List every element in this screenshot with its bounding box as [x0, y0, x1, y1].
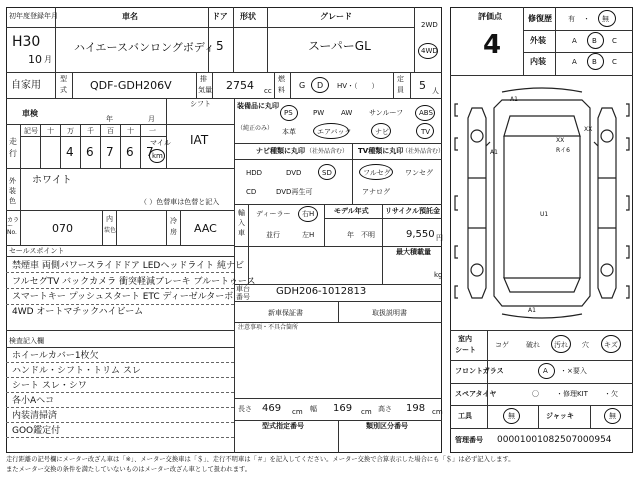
model-code: QDF-GDH206V: [90, 79, 172, 92]
max-load-kg: kg: [434, 271, 443, 279]
diagram-mark-1: A1: [510, 96, 518, 103]
grade-label: グレード: [320, 12, 352, 21]
class-number-label: 類別区分番号: [366, 422, 408, 430]
repair-label: 修復歴: [528, 14, 552, 23]
model-year-label: モデル年式: [334, 207, 369, 215]
doors: 5: [216, 39, 224, 53]
mileage-digit-2: 6: [86, 145, 94, 159]
navi-hdd: HDD: [246, 169, 263, 177]
management-label: 管理番号: [455, 436, 483, 444]
jack-none: 無: [609, 412, 616, 420]
width-cm: cm: [361, 408, 372, 416]
repair-no: 無: [602, 15, 609, 23]
recycle-label: リサイクル預託金: [385, 207, 441, 215]
sales-point-line-2: フルセグTV バックカメラ 衝突軽減ブレーキ ブルートゥース: [12, 277, 256, 287]
equip-navi: ナビ: [375, 128, 389, 136]
car-damage-diagram: [452, 78, 632, 326]
mileage-header-6: 一: [149, 127, 156, 135]
equip-airbag: エアバック: [317, 128, 352, 136]
exterior-label-3: 色: [9, 197, 16, 205]
body-shape-label: 形状: [240, 12, 256, 21]
management-number: 00001001082507000954: [497, 435, 612, 445]
spare-tire-label: スペアタイヤ: [455, 390, 497, 398]
navi-dvd-play: DVD再生可: [276, 188, 313, 196]
import-parallel: 並行: [266, 231, 280, 239]
width: 169: [333, 403, 353, 414]
mileage-digit-5: 7: [146, 145, 154, 159]
inspector-line-5: 内装清掃済: [12, 411, 58, 421]
inspector-label: 検査記入欄: [9, 337, 44, 345]
length: 469: [262, 403, 282, 414]
tv-fullseg: フルセグ: [363, 169, 391, 177]
capacity-label-2: 員: [397, 86, 404, 94]
tools-label: 工具: [458, 412, 472, 420]
diagram-mark-7: A1: [528, 307, 536, 314]
diagram-mark-5: Rイ6: [556, 147, 570, 154]
mileage-unit-mile: マイル: [150, 139, 171, 147]
exterior-color: ホワイト: [32, 175, 72, 186]
recycle-yen: 円: [436, 234, 443, 242]
import-label-1: 輸: [238, 209, 245, 217]
fuel-label-2: 料: [278, 86, 285, 94]
fuel-d: D: [317, 81, 324, 90]
aircon-label-1: 冷: [170, 217, 177, 225]
aircon-label-2: 房: [170, 228, 177, 236]
exterior-grade-label: 外装: [530, 36, 546, 45]
equip-abs: ABS: [419, 109, 433, 117]
type-label-2: 式: [60, 86, 67, 94]
tv-type-label: TV種類に丸印: [358, 147, 404, 155]
equip-leather: 本革: [282, 128, 296, 136]
diagram-mark-6: U1: [540, 211, 549, 218]
drive-2wd: 2WD: [421, 21, 438, 29]
inspector-line-1: ホイールカバー1枚欠: [12, 351, 99, 361]
interior-color-label-1: 内: [106, 215, 113, 223]
drive-4wd: 4WD: [421, 47, 438, 55]
mileage-label-1: 走: [9, 137, 17, 146]
front-glass-label: フロントガラス: [455, 367, 504, 375]
mileage-header-5: 十: [127, 127, 134, 135]
exterior-note: （ ）色替車は色替と記入: [140, 198, 220, 206]
spare-repair-kit: ・修理KIT: [556, 390, 588, 398]
color-code: 070: [52, 222, 73, 235]
fuel-label-1: 燃: [278, 75, 285, 83]
diagram-mark-2: XX: [584, 126, 593, 133]
spare-missing: ・欠: [604, 390, 618, 398]
mileage-header-3: 千: [87, 127, 94, 135]
shift-value: IAT: [190, 133, 209, 147]
footer-note-1: 走行距離の記号欄にメーター改ざん車は「※」、メーター交換車は「＄」、走行不明車は「＃」を記入してください。メーター交換で合算表示した場合にも「＄」は必ず記入します。: [6, 456, 515, 463]
interior-grade-c: C: [612, 58, 617, 66]
navi-dvd: DVD: [286, 169, 302, 177]
max-load-label: 最大積載量: [396, 248, 431, 256]
mileage-header-2: 万: [67, 127, 74, 135]
exterior-grade-b: B: [592, 37, 597, 45]
interior-color-label-2: 装色: [104, 227, 117, 234]
displacement-label-1: 排: [200, 75, 207, 83]
seat-scratch: キズ: [604, 341, 618, 349]
equip-sunroof: サンルーフ: [369, 109, 404, 117]
exterior-label-2: 装: [9, 187, 16, 195]
reg-year: H30: [12, 34, 41, 50]
chassis-label-1: 車台: [236, 285, 250, 293]
navi-type-label: ナビ種類に丸印: [256, 147, 305, 155]
warranty-label: 新車保証書: [268, 309, 303, 317]
tools-none: 無: [508, 412, 515, 420]
inspector-line-2: ハンドル・シフト・トリム スレ: [12, 366, 141, 376]
navi-cd: CD: [246, 188, 257, 196]
mileage-header-4: 百: [107, 127, 114, 135]
mileage-label-2: 行: [9, 149, 17, 158]
import-left: 左H: [302, 231, 315, 239]
front-glass-exchange: ・×要入: [560, 367, 587, 375]
exterior-label-1: 外: [9, 177, 16, 185]
exterior-grade-a: A: [572, 37, 577, 45]
sales-point-line-1: 禁煙車 両側パワースライドドア LEDヘッドライト 純ナビ: [12, 261, 244, 271]
jack-label: ジャッキ: [546, 412, 574, 420]
repair-yes: 有: [568, 15, 575, 23]
equip-pw: PW: [313, 109, 325, 117]
reg-month: 10: [28, 53, 42, 66]
recycle-fee: 9,550: [406, 229, 435, 240]
mileage-digit-1: 4: [66, 145, 74, 159]
navi-sd: SD: [322, 169, 332, 177]
diagram-mark-4: XX: [556, 137, 565, 144]
capacity: 5: [419, 79, 426, 92]
notes-label: 注意事項・不具合箇所: [238, 324, 299, 331]
capacity-unit: 人: [432, 87, 439, 95]
mileage-header-0: 記号: [24, 127, 38, 135]
reg-month-unit: 月: [44, 55, 52, 64]
score: 4: [483, 30, 502, 60]
fuel-g: G: [299, 81, 306, 90]
front-glass-a: A: [543, 367, 548, 375]
capacity-label-1: 定: [397, 75, 404, 83]
interior-seat-label-1: 室内: [458, 335, 472, 343]
model-name: ハイエースバンロングボディ: [74, 41, 215, 54]
inspector-line-3: シート スレ・シワ: [12, 381, 87, 391]
model-name-label: 車名: [122, 12, 138, 21]
interior-grade-b: B: [592, 58, 597, 66]
manual-label: 取扱説明書: [372, 309, 407, 317]
inspection-label: 車検: [22, 109, 38, 118]
model-year: 年 不明: [347, 231, 375, 239]
inspector-line-6: GOO鑑定付: [12, 426, 61, 436]
diagram-mark-3: A1: [490, 149, 498, 156]
displacement: 2754: [226, 79, 254, 92]
inspection-year-unit: 年: [106, 115, 113, 123]
tv-analog: アナログ: [362, 188, 390, 196]
interior-seat-label-2: シート: [455, 346, 476, 354]
tv-oneseg: ワンセグ: [405, 169, 433, 177]
sales-point-line-3: スマートキー プッシュスタート ETC ディーゼルターボ: [12, 292, 234, 302]
equip-aw: AW: [341, 109, 353, 117]
width-label: 幅: [310, 405, 317, 413]
footer-note-2: またメーター交換の条件を満たしていないものはメーター改ざん車として扱われます。: [6, 466, 252, 473]
height-cm: cm: [432, 408, 443, 416]
exterior-grade-c: C: [612, 37, 617, 45]
shift-label: シフト: [190, 100, 211, 108]
equip-tv: TV: [421, 128, 431, 136]
type-cert-label: 型式指定番号: [262, 422, 304, 430]
type-label-1: 型: [60, 75, 67, 83]
import-label-2: 入: [238, 219, 245, 227]
inspector-line-4: 各小Aヘコ: [12, 396, 55, 406]
interior-grade-label: 内装: [530, 57, 546, 66]
grade: スーパーGL: [308, 39, 371, 53]
mileage-digit-4: 6: [126, 145, 134, 159]
seat-hole: 穴: [582, 341, 589, 349]
spare-ok: 〇: [532, 390, 539, 398]
length-label: 長さ: [238, 405, 252, 413]
sales-points-label: セールスポイント: [9, 247, 65, 255]
mileage-unit-km: km: [152, 152, 163, 160]
chassis-label-2: 番号: [236, 293, 250, 301]
color-code-label: カラー No.: [7, 217, 20, 236]
equipment-label: 装備品に丸印: [237, 102, 279, 110]
import-dealer: ディーラー: [256, 210, 291, 218]
reg-label: 初年度登録年月: [9, 12, 58, 20]
navi-type-sub: （社外品含む）: [306, 148, 349, 155]
mileage-header-1: 十: [47, 127, 54, 135]
seat-burn: コゲ: [495, 341, 509, 349]
inspection-month-unit: 月: [148, 115, 155, 123]
interior-grade-a: A: [572, 58, 577, 66]
equipment-sub: （純正のみ）: [237, 125, 274, 132]
mileage-digit-3: 7: [106, 145, 114, 159]
fuel-hv: HV・（ ）: [337, 82, 379, 90]
displacement-label-2: 気量: [198, 86, 212, 94]
import-right: 右H: [302, 210, 315, 218]
length-cm: cm: [292, 408, 303, 416]
usage: 自家用: [11, 80, 41, 91]
doors-label: ドア: [212, 12, 228, 21]
height: 198: [406, 403, 426, 414]
cc-unit: cc: [264, 87, 272, 95]
sales-point-line-4: 4WD オートマチックハイビーム: [12, 307, 144, 317]
equip-ps: PS: [284, 109, 293, 117]
import-label-3: 車: [238, 229, 245, 237]
aircon: AAC: [194, 222, 217, 235]
chassis-number: GDH206-1012813: [276, 286, 367, 297]
seat-stain: 汚れ: [554, 341, 568, 349]
score-label: 評価点: [478, 12, 502, 21]
seat-tear: 破れ: [526, 341, 540, 349]
height-label: 高さ: [378, 405, 392, 413]
tv-type-sub: （社外品含む）: [402, 148, 445, 155]
